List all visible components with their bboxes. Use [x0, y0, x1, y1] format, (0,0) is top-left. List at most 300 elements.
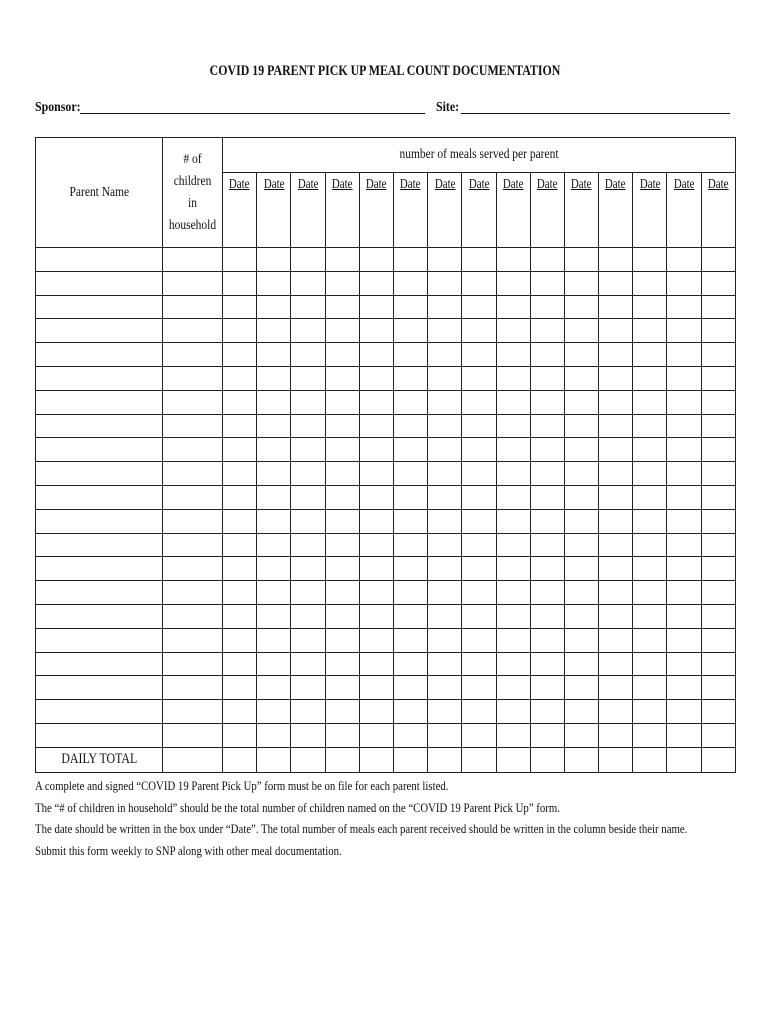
- meal-count-cell[interactable]: [599, 557, 633, 581]
- meal-count-cell[interactable]: [530, 533, 564, 557]
- meal-count-cell[interactable]: [530, 343, 564, 367]
- meal-count-cell[interactable]: [667, 438, 701, 462]
- meal-count-cell[interactable]: [496, 414, 530, 438]
- meal-count-cell[interactable]: [564, 319, 598, 343]
- meal-count-cell[interactable]: [667, 652, 701, 676]
- meal-count-cell[interactable]: [633, 366, 667, 390]
- meal-count-cell[interactable]: [393, 723, 427, 747]
- parent-name-cell[interactable]: [36, 533, 163, 557]
- meal-count-cell[interactable]: [359, 462, 393, 486]
- children-count-cell[interactable]: [163, 343, 223, 367]
- meal-count-cell[interactable]: [530, 676, 564, 700]
- meal-count-cell[interactable]: [462, 319, 496, 343]
- meal-count-cell[interactable]: [564, 295, 598, 319]
- meal-count-cell[interactable]: [530, 557, 564, 581]
- children-count-cell[interactable]: [163, 462, 223, 486]
- daily-total-cell[interactable]: [291, 747, 325, 772]
- parent-name-cell[interactable]: [36, 723, 163, 747]
- meal-count-cell[interactable]: [393, 366, 427, 390]
- meal-count-cell[interactable]: [496, 557, 530, 581]
- meal-count-cell[interactable]: [428, 343, 462, 367]
- meal-count-cell[interactable]: [223, 628, 257, 652]
- meal-count-cell[interactable]: [257, 366, 291, 390]
- meal-count-cell[interactable]: [701, 438, 735, 462]
- daily-total-cell[interactable]: [530, 747, 564, 772]
- meal-count-cell[interactable]: [496, 604, 530, 628]
- meal-count-cell[interactable]: [257, 533, 291, 557]
- meal-count-cell[interactable]: [393, 628, 427, 652]
- meal-count-cell[interactable]: [325, 485, 359, 509]
- parent-name-cell[interactable]: [36, 295, 163, 319]
- meal-count-cell[interactable]: [701, 319, 735, 343]
- meal-count-cell[interactable]: [599, 581, 633, 605]
- meal-count-cell[interactable]: [428, 319, 462, 343]
- meal-count-cell[interactable]: [564, 390, 598, 414]
- children-count-cell[interactable]: [163, 723, 223, 747]
- meal-count-cell[interactable]: [393, 700, 427, 724]
- children-count-cell[interactable]: [163, 509, 223, 533]
- meal-count-cell[interactable]: [325, 604, 359, 628]
- meal-count-cell[interactable]: [496, 366, 530, 390]
- meal-count-cell[interactable]: [325, 533, 359, 557]
- meal-count-cell[interactable]: [667, 676, 701, 700]
- meal-count-cell[interactable]: [599, 438, 633, 462]
- meal-count-cell[interactable]: [223, 319, 257, 343]
- meal-count-cell[interactable]: [462, 248, 496, 272]
- meal-count-cell[interactable]: [701, 271, 735, 295]
- meal-count-cell[interactable]: [428, 700, 462, 724]
- meal-count-cell[interactable]: [393, 438, 427, 462]
- meal-count-cell[interactable]: [325, 414, 359, 438]
- meal-count-cell[interactable]: [496, 509, 530, 533]
- meal-count-cell[interactable]: [462, 366, 496, 390]
- meal-count-cell[interactable]: [359, 557, 393, 581]
- meal-count-cell[interactable]: [223, 485, 257, 509]
- meal-count-cell[interactable]: [359, 248, 393, 272]
- meal-count-cell[interactable]: [667, 295, 701, 319]
- children-count-cell[interactable]: [163, 652, 223, 676]
- children-count-cell[interactable]: [163, 248, 223, 272]
- meal-count-cell[interactable]: [359, 700, 393, 724]
- meal-count-cell[interactable]: [223, 462, 257, 486]
- meal-count-cell[interactable]: [701, 652, 735, 676]
- meal-count-cell[interactable]: [393, 343, 427, 367]
- meal-count-cell[interactable]: [462, 676, 496, 700]
- meal-count-cell[interactable]: [564, 248, 598, 272]
- meal-count-cell[interactable]: [496, 295, 530, 319]
- daily-total-cell[interactable]: [359, 747, 393, 772]
- meal-count-cell[interactable]: [223, 533, 257, 557]
- meal-count-cell[interactable]: [633, 271, 667, 295]
- meal-count-cell[interactable]: [223, 723, 257, 747]
- meal-count-cell[interactable]: [599, 676, 633, 700]
- meal-count-cell[interactable]: [701, 366, 735, 390]
- children-count-cell[interactable]: [163, 557, 223, 581]
- meal-count-cell[interactable]: [564, 723, 598, 747]
- meal-count-cell[interactable]: [325, 366, 359, 390]
- meal-count-cell[interactable]: [496, 248, 530, 272]
- meal-count-cell[interactable]: [667, 533, 701, 557]
- meal-count-cell[interactable]: [359, 485, 393, 509]
- children-count-cell[interactable]: [163, 628, 223, 652]
- meal-count-cell[interactable]: [496, 533, 530, 557]
- meal-count-cell[interactable]: [257, 604, 291, 628]
- meal-count-cell[interactable]: [223, 581, 257, 605]
- daily-total-cell[interactable]: [667, 747, 701, 772]
- meal-count-cell[interactable]: [599, 485, 633, 509]
- meal-count-cell[interactable]: [564, 581, 598, 605]
- meal-count-cell[interactable]: [223, 604, 257, 628]
- meal-count-cell[interactable]: [291, 343, 325, 367]
- meal-count-cell[interactable]: [667, 366, 701, 390]
- meal-count-cell[interactable]: [564, 652, 598, 676]
- meal-count-cell[interactable]: [701, 581, 735, 605]
- date-header-cell[interactable]: [393, 173, 427, 248]
- meal-count-cell[interactable]: [291, 509, 325, 533]
- meal-count-cell[interactable]: [393, 271, 427, 295]
- meal-count-cell[interactable]: [325, 581, 359, 605]
- meal-count-cell[interactable]: [633, 462, 667, 486]
- meal-count-cell[interactable]: [701, 248, 735, 272]
- meal-count-cell[interactable]: [393, 676, 427, 700]
- parent-name-cell[interactable]: [36, 438, 163, 462]
- meal-count-cell[interactable]: [667, 557, 701, 581]
- meal-count-cell[interactable]: [223, 366, 257, 390]
- meal-count-cell[interactable]: [496, 628, 530, 652]
- meal-count-cell[interactable]: [291, 581, 325, 605]
- meal-count-cell[interactable]: [393, 604, 427, 628]
- daily-total-cell[interactable]: [462, 747, 496, 772]
- daily-total-cell[interactable]: [564, 747, 598, 772]
- meal-count-cell[interactable]: [428, 533, 462, 557]
- meal-count-cell[interactable]: [530, 462, 564, 486]
- meal-count-cell[interactable]: [633, 676, 667, 700]
- meal-count-cell[interactable]: [633, 700, 667, 724]
- meal-count-cell[interactable]: [599, 295, 633, 319]
- meal-count-cell[interactable]: [223, 390, 257, 414]
- meal-count-cell[interactable]: [393, 414, 427, 438]
- meal-count-cell[interactable]: [223, 557, 257, 581]
- meal-count-cell[interactable]: [701, 485, 735, 509]
- date-header-cell[interactable]: [530, 173, 564, 248]
- meal-count-cell[interactable]: [496, 462, 530, 486]
- date-header-cell[interactable]: [257, 173, 291, 248]
- meal-count-cell[interactable]: [223, 414, 257, 438]
- meal-count-cell[interactable]: [359, 604, 393, 628]
- meal-count-cell[interactable]: [325, 509, 359, 533]
- parent-name-cell[interactable]: [36, 676, 163, 700]
- meal-count-cell[interactable]: [667, 414, 701, 438]
- meal-count-cell[interactable]: [701, 676, 735, 700]
- meal-count-cell[interactable]: [564, 366, 598, 390]
- children-count-cell[interactable]: [163, 676, 223, 700]
- meal-count-cell[interactable]: [633, 604, 667, 628]
- meal-count-cell[interactable]: [325, 700, 359, 724]
- meal-count-cell[interactable]: [393, 557, 427, 581]
- meal-count-cell[interactable]: [428, 390, 462, 414]
- meal-count-cell[interactable]: [633, 581, 667, 605]
- meal-count-cell[interactable]: [564, 271, 598, 295]
- meal-count-cell[interactable]: [223, 295, 257, 319]
- meal-count-cell[interactable]: [564, 557, 598, 581]
- meal-count-cell[interactable]: [257, 414, 291, 438]
- parent-name-cell[interactable]: [36, 414, 163, 438]
- daily-total-cell[interactable]: [257, 747, 291, 772]
- meal-count-cell[interactable]: [428, 604, 462, 628]
- meal-count-cell[interactable]: [599, 462, 633, 486]
- meal-count-cell[interactable]: [291, 700, 325, 724]
- parent-name-cell[interactable]: [36, 271, 163, 295]
- meal-count-cell[interactable]: [428, 248, 462, 272]
- meal-count-cell[interactable]: [325, 271, 359, 295]
- meal-count-cell[interactable]: [223, 676, 257, 700]
- meal-count-cell[interactable]: [599, 414, 633, 438]
- meal-count-cell[interactable]: [223, 438, 257, 462]
- children-count-cell[interactable]: [163, 438, 223, 462]
- meal-count-cell[interactable]: [599, 366, 633, 390]
- date-header-cell[interactable]: [701, 173, 735, 248]
- daily-total-cell[interactable]: [599, 747, 633, 772]
- meal-count-cell[interactable]: [257, 509, 291, 533]
- meal-count-cell[interactable]: [633, 248, 667, 272]
- meal-count-cell[interactable]: [701, 343, 735, 367]
- meal-count-cell[interactable]: [633, 390, 667, 414]
- parent-name-cell[interactable]: [36, 628, 163, 652]
- meal-count-cell[interactable]: [428, 628, 462, 652]
- meal-count-cell[interactable]: [496, 723, 530, 747]
- meal-count-cell[interactable]: [291, 485, 325, 509]
- children-count-cell[interactable]: [163, 295, 223, 319]
- daily-total-cell[interactable]: [496, 747, 530, 772]
- meal-count-cell[interactable]: [701, 723, 735, 747]
- meal-count-cell[interactable]: [428, 462, 462, 486]
- meal-count-cell[interactable]: [291, 438, 325, 462]
- meal-count-cell[interactable]: [701, 414, 735, 438]
- meal-count-cell[interactable]: [325, 438, 359, 462]
- meal-count-cell[interactable]: [564, 438, 598, 462]
- daily-total-cell[interactable]: [325, 747, 359, 772]
- meal-count-cell[interactable]: [633, 509, 667, 533]
- meal-count-cell[interactable]: [359, 271, 393, 295]
- meal-count-cell[interactable]: [359, 533, 393, 557]
- meal-count-cell[interactable]: [530, 438, 564, 462]
- meal-count-cell[interactable]: [530, 700, 564, 724]
- meal-count-cell[interactable]: [462, 271, 496, 295]
- meal-count-cell[interactable]: [530, 271, 564, 295]
- meal-count-cell[interactable]: [633, 319, 667, 343]
- meal-count-cell[interactable]: [564, 485, 598, 509]
- meal-count-cell[interactable]: [291, 390, 325, 414]
- daily-total-cell[interactable]: [633, 747, 667, 772]
- meal-count-cell[interactable]: [462, 557, 496, 581]
- parent-name-cell[interactable]: [36, 485, 163, 509]
- meal-count-cell[interactable]: [633, 485, 667, 509]
- meal-count-cell[interactable]: [599, 271, 633, 295]
- daily-total-cell[interactable]: [163, 747, 223, 772]
- meal-count-cell[interactable]: [530, 652, 564, 676]
- meal-count-cell[interactable]: [393, 319, 427, 343]
- meal-count-cell[interactable]: [257, 295, 291, 319]
- meal-count-cell[interactable]: [667, 509, 701, 533]
- meal-count-cell[interactable]: [633, 557, 667, 581]
- parent-name-cell[interactable]: [36, 652, 163, 676]
- meal-count-cell[interactable]: [291, 676, 325, 700]
- meal-count-cell[interactable]: [633, 628, 667, 652]
- meal-count-cell[interactable]: [359, 366, 393, 390]
- date-header-cell[interactable]: [325, 173, 359, 248]
- meal-count-cell[interactable]: [359, 509, 393, 533]
- meal-count-cell[interactable]: [257, 557, 291, 581]
- meal-count-cell[interactable]: [701, 628, 735, 652]
- meal-count-cell[interactable]: [599, 628, 633, 652]
- meal-count-cell[interactable]: [462, 723, 496, 747]
- children-count-cell[interactable]: [163, 414, 223, 438]
- parent-name-cell[interactable]: [36, 319, 163, 343]
- meal-count-cell[interactable]: [428, 295, 462, 319]
- sponsor-blank-line[interactable]: [80, 113, 425, 114]
- meal-count-cell[interactable]: [291, 652, 325, 676]
- meal-count-cell[interactable]: [667, 723, 701, 747]
- meal-count-cell[interactable]: [291, 557, 325, 581]
- meal-count-cell[interactable]: [428, 485, 462, 509]
- meal-count-cell[interactable]: [428, 581, 462, 605]
- meal-count-cell[interactable]: [496, 390, 530, 414]
- meal-count-cell[interactable]: [462, 390, 496, 414]
- children-count-cell[interactable]: [163, 319, 223, 343]
- meal-count-cell[interactable]: [701, 533, 735, 557]
- meal-count-cell[interactable]: [462, 604, 496, 628]
- date-header-cell[interactable]: [291, 173, 325, 248]
- meal-count-cell[interactable]: [599, 390, 633, 414]
- meal-count-cell[interactable]: [257, 438, 291, 462]
- meal-count-cell[interactable]: [223, 271, 257, 295]
- meal-count-cell[interactable]: [359, 581, 393, 605]
- meal-count-cell[interactable]: [257, 390, 291, 414]
- meal-count-cell[interactable]: [599, 509, 633, 533]
- meal-count-cell[interactable]: [325, 343, 359, 367]
- meal-count-cell[interactable]: [599, 652, 633, 676]
- parent-name-cell[interactable]: [36, 557, 163, 581]
- meal-count-cell[interactable]: [530, 604, 564, 628]
- meal-count-cell[interactable]: [393, 485, 427, 509]
- meal-count-cell[interactable]: [633, 438, 667, 462]
- meal-count-cell[interactable]: [291, 248, 325, 272]
- meal-count-cell[interactable]: [325, 248, 359, 272]
- meal-count-cell[interactable]: [564, 604, 598, 628]
- sponsor-field[interactable]: [35, 100, 425, 116]
- meal-count-cell[interactable]: [564, 628, 598, 652]
- meal-count-cell[interactable]: [223, 343, 257, 367]
- meal-count-cell[interactable]: [325, 557, 359, 581]
- meal-count-cell[interactable]: [564, 676, 598, 700]
- meal-count-cell[interactable]: [291, 319, 325, 343]
- meal-count-cell[interactable]: [291, 533, 325, 557]
- meal-count-cell[interactable]: [530, 319, 564, 343]
- parent-name-cell[interactable]: [36, 581, 163, 605]
- meal-count-cell[interactable]: [667, 700, 701, 724]
- meal-count-cell[interactable]: [462, 533, 496, 557]
- parent-name-cell[interactable]: [36, 509, 163, 533]
- parent-name-cell[interactable]: [36, 248, 163, 272]
- meal-count-cell[interactable]: [359, 319, 393, 343]
- meal-count-cell[interactable]: [428, 271, 462, 295]
- meal-count-cell[interactable]: [291, 628, 325, 652]
- meal-count-cell[interactable]: [496, 438, 530, 462]
- meal-count-cell[interactable]: [291, 414, 325, 438]
- meal-count-cell[interactable]: [530, 390, 564, 414]
- meal-count-cell[interactable]: [633, 414, 667, 438]
- meal-count-cell[interactable]: [359, 628, 393, 652]
- meal-count-cell[interactable]: [359, 343, 393, 367]
- children-count-cell[interactable]: [163, 390, 223, 414]
- meal-count-cell[interactable]: [428, 676, 462, 700]
- meal-count-cell[interactable]: [462, 343, 496, 367]
- children-count-cell[interactable]: [163, 271, 223, 295]
- meal-count-cell[interactable]: [530, 414, 564, 438]
- meal-count-cell[interactable]: [428, 652, 462, 676]
- meal-count-cell[interactable]: [223, 509, 257, 533]
- meal-count-cell[interactable]: [428, 509, 462, 533]
- meal-count-cell[interactable]: [325, 462, 359, 486]
- meal-count-cell[interactable]: [291, 462, 325, 486]
- daily-total-cell[interactable]: [393, 747, 427, 772]
- meal-count-cell[interactable]: [428, 557, 462, 581]
- daily-total-cell[interactable]: [428, 747, 462, 772]
- meal-count-cell[interactable]: [462, 485, 496, 509]
- meal-count-cell[interactable]: [257, 676, 291, 700]
- meal-count-cell[interactable]: [393, 295, 427, 319]
- site-blank-line[interactable]: [461, 113, 730, 114]
- meal-count-cell[interactable]: [325, 390, 359, 414]
- meal-count-cell[interactable]: [496, 652, 530, 676]
- meal-count-cell[interactable]: [667, 581, 701, 605]
- meal-count-cell[interactable]: [701, 604, 735, 628]
- meal-count-cell[interactable]: [530, 581, 564, 605]
- meal-count-cell[interactable]: [325, 319, 359, 343]
- meal-count-cell[interactable]: [599, 604, 633, 628]
- children-count-cell[interactable]: [163, 485, 223, 509]
- meal-count-cell[interactable]: [599, 723, 633, 747]
- meal-count-cell[interactable]: [667, 604, 701, 628]
- meal-count-cell[interactable]: [496, 581, 530, 605]
- meal-count-cell[interactable]: [667, 462, 701, 486]
- meal-count-cell[interactable]: [599, 248, 633, 272]
- meal-count-cell[interactable]: [530, 485, 564, 509]
- meal-count-cell[interactable]: [428, 366, 462, 390]
- parent-name-cell[interactable]: [36, 462, 163, 486]
- meal-count-cell[interactable]: [599, 533, 633, 557]
- meal-count-cell[interactable]: [496, 271, 530, 295]
- meal-count-cell[interactable]: [393, 462, 427, 486]
- site-field[interactable]: [436, 100, 730, 116]
- meal-count-cell[interactable]: [291, 271, 325, 295]
- children-count-cell[interactable]: [163, 366, 223, 390]
- daily-total-cell[interactable]: [701, 747, 735, 772]
- meal-count-cell[interactable]: [667, 319, 701, 343]
- meal-count-cell[interactable]: [496, 676, 530, 700]
- meal-count-cell[interactable]: [223, 700, 257, 724]
- meal-count-cell[interactable]: [257, 248, 291, 272]
- meal-count-cell[interactable]: [496, 343, 530, 367]
- meal-count-cell[interactable]: [701, 462, 735, 486]
- daily-total-cell[interactable]: [223, 747, 257, 772]
- meal-count-cell[interactable]: [530, 628, 564, 652]
- parent-name-cell[interactable]: [36, 604, 163, 628]
- date-header-cell[interactable]: [496, 173, 530, 248]
- meal-count-cell[interactable]: [633, 343, 667, 367]
- meal-count-cell[interactable]: [530, 295, 564, 319]
- meal-count-cell[interactable]: [359, 676, 393, 700]
